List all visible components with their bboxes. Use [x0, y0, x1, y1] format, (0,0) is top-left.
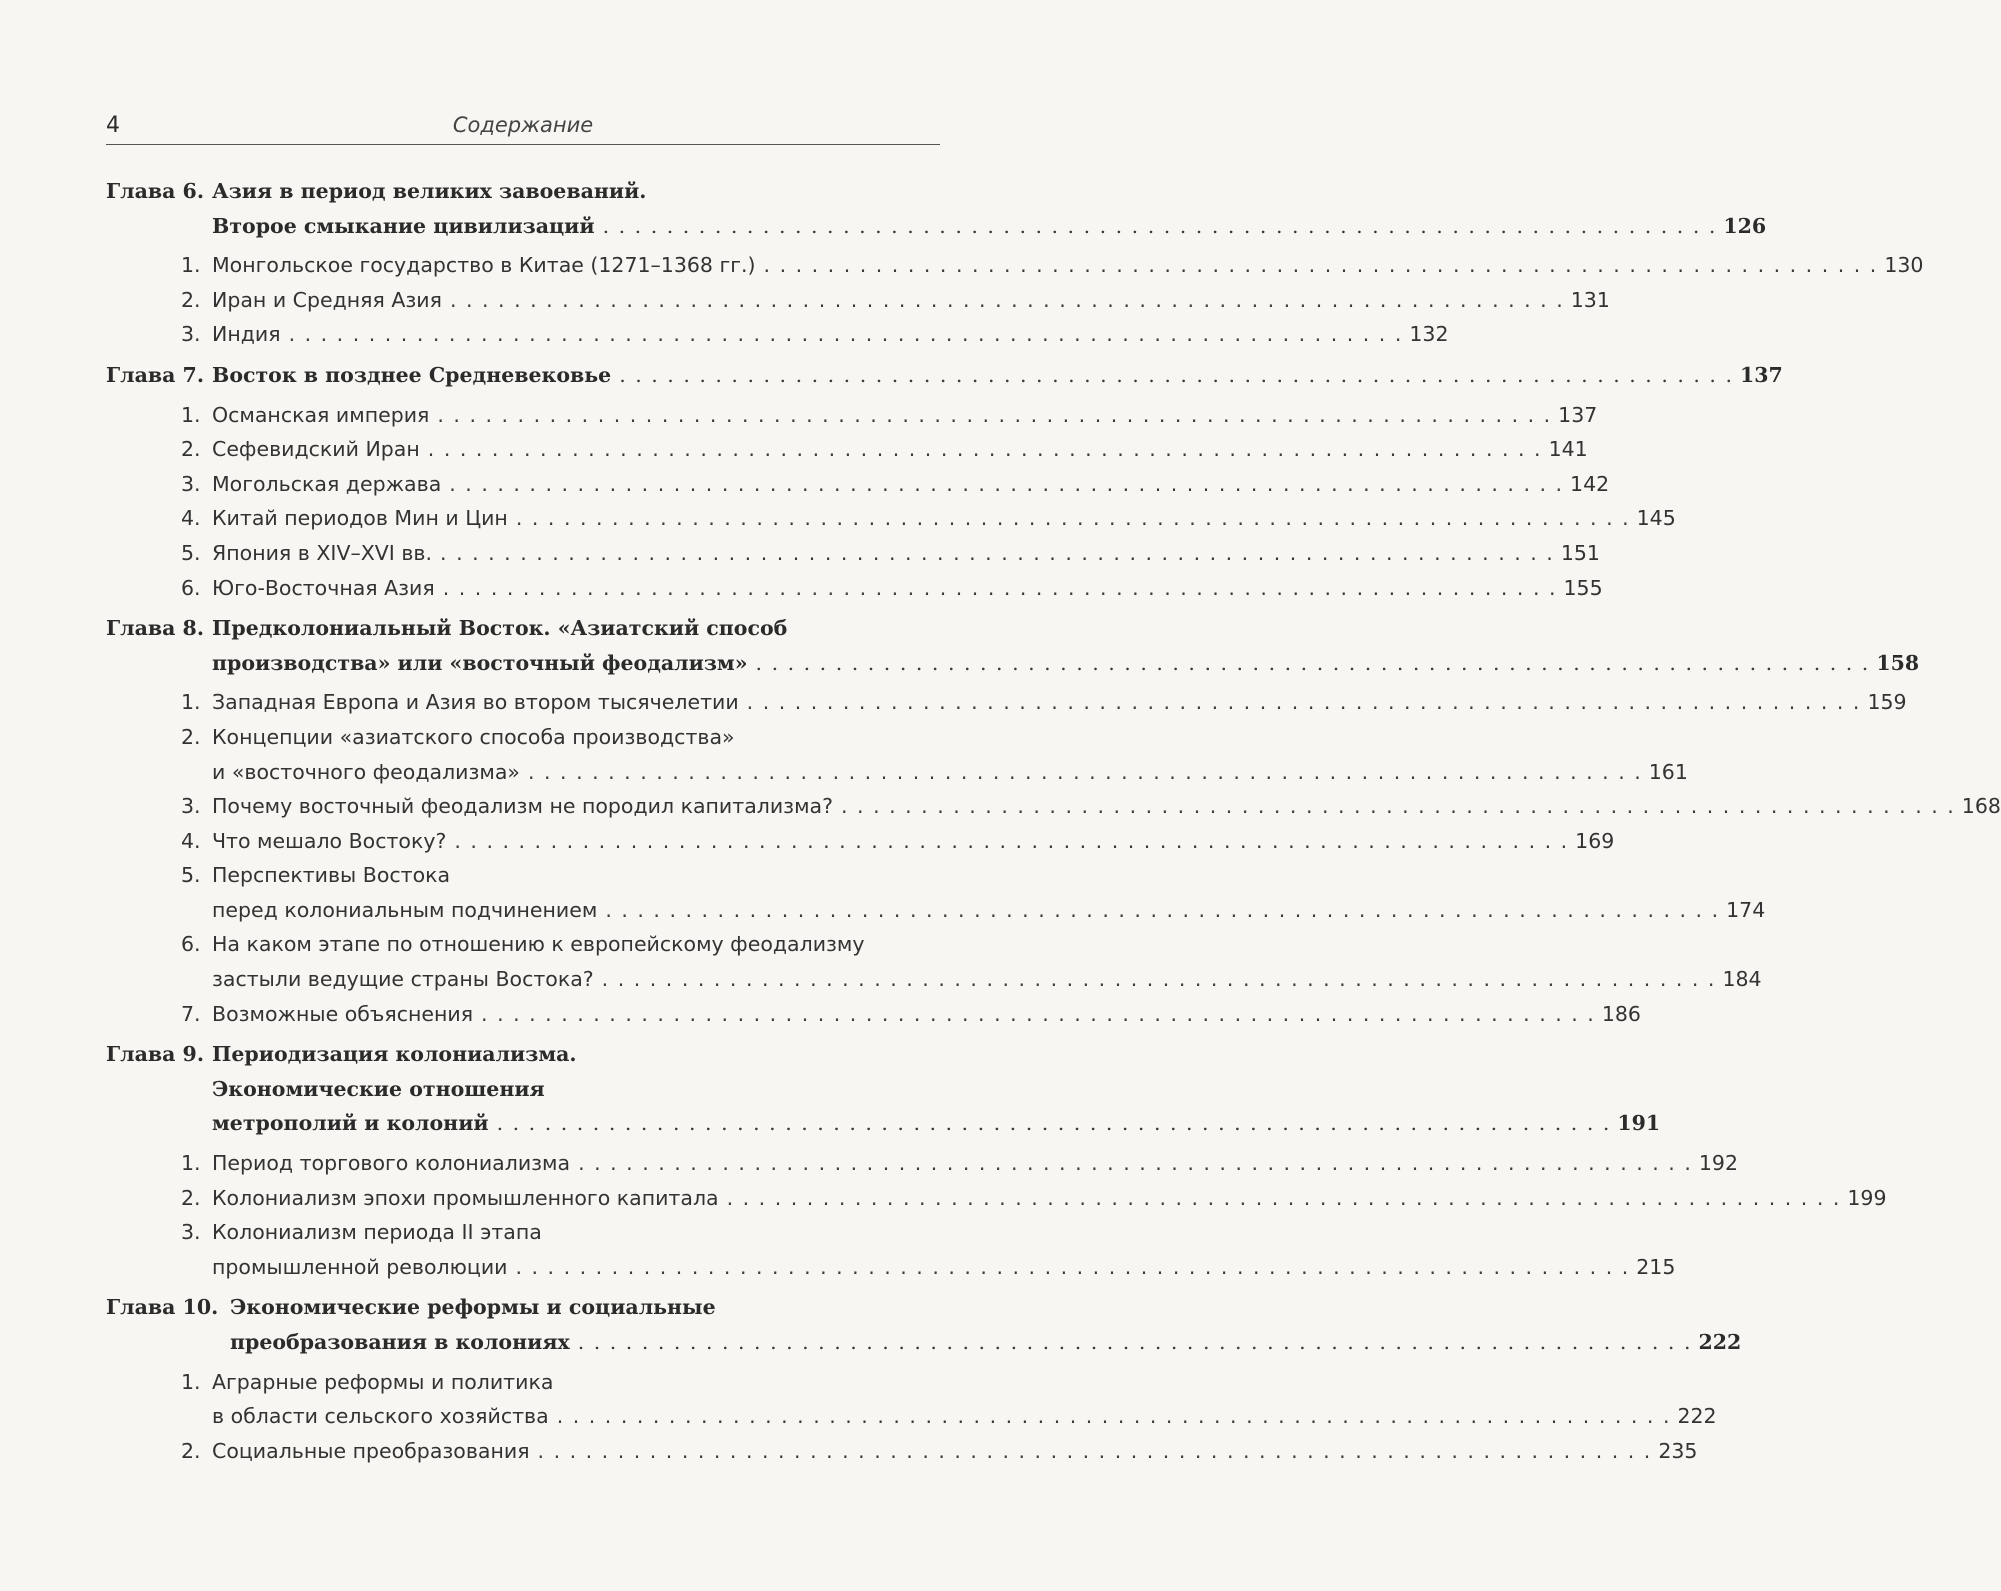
chapter-title: [212, 611, 1919, 680]
section-number: 3.: [181, 1220, 201, 1245]
chapter-label: Глава 10.: [106, 1295, 219, 1320]
section-title: [212, 824, 1614, 859]
toc-line: [212, 1215, 1675, 1250]
section-number: 7.: [181, 1001, 201, 1026]
page-ref: 130: [1884, 253, 1924, 278]
entry-text: Почему восточный феодализм не породил капитализма?: [212, 794, 833, 819]
section-title: [212, 317, 1449, 352]
table-of-contents: [106, 174, 2001, 1468]
page-ref: 126: [1723, 213, 1767, 238]
section-number: 4.: [181, 828, 201, 853]
section-entry: [181, 398, 1598, 433]
page-ref: 191: [1617, 1111, 1661, 1136]
page-ref: 186: [1601, 1001, 1641, 1026]
toc-line: [212, 893, 1765, 928]
section-number: 2.: [181, 437, 201, 462]
section-title: [212, 571, 1603, 606]
toc-line: [212, 685, 1907, 720]
entry-text: Сефевидский Иран: [212, 437, 420, 462]
entry-text: Могольская держава: [212, 471, 442, 496]
leader-dots: [428, 432, 1541, 467]
entry-text: метрополий и колоний: [212, 1111, 489, 1136]
chapter-heading: [106, 1290, 1742, 1359]
toc-line: [212, 646, 1919, 681]
entry-text: Колониализм эпохи промышленного капитала: [212, 1185, 719, 1210]
section-entry: [181, 858, 1766, 927]
section-title: [212, 685, 1907, 720]
chapter-title: [212, 358, 1783, 393]
entry-text: Восток в позднее Средневековье: [212, 362, 612, 387]
toc-line: [212, 1106, 1660, 1141]
entry-text: преобразования в колониях: [230, 1330, 570, 1354]
page-ref: 145: [1636, 506, 1676, 531]
section-title: [212, 1181, 1887, 1216]
section-title: [212, 789, 2001, 824]
chapter-label: Глава 8.: [106, 616, 204, 641]
toc-line: [230, 1290, 1741, 1325]
page-ref: 131: [1570, 287, 1610, 312]
section-entry: [181, 467, 1610, 502]
section-entry: [181, 432, 1588, 467]
leader-dots: [605, 893, 1718, 928]
entry-text: Иран и Средняя Азия: [212, 287, 442, 312]
leader-dots: [450, 283, 1563, 318]
toc-line: [212, 1146, 1738, 1181]
toc-line: [212, 789, 2001, 824]
section-entry: [181, 927, 1762, 996]
chapter-entry: [106, 1290, 1742, 1359]
page-ref: 137: [1558, 402, 1598, 427]
entry-text: Концепции «азиатского способа производства»: [212, 724, 735, 749]
entry-text: Социальные преобразования: [212, 1438, 530, 1463]
toc-line: [212, 720, 1688, 755]
chapter-title: [230, 1290, 1741, 1359]
leader-dots: [578, 1146, 1691, 1181]
entry-text: Индия: [212, 322, 281, 347]
page-ref: 141: [1548, 437, 1588, 462]
toc-line: [212, 248, 1923, 283]
leader-dots: [454, 824, 1567, 859]
toc-line: [212, 1365, 1717, 1400]
chapter-heading: [106, 1037, 1661, 1141]
leader-dots: [619, 358, 1732, 393]
section-number: 1.: [181, 690, 201, 715]
entry-text: Азия в период великих завоеваний.: [212, 179, 647, 203]
page-ref: 199: [1847, 1185, 1887, 1210]
section-entry: [181, 317, 1449, 352]
toc-line: [212, 1072, 1660, 1107]
toc-line: [212, 1037, 1660, 1072]
page-ref: 215: [1636, 1254, 1676, 1279]
entry-text: Периодизация колониализма.: [212, 1042, 577, 1067]
page-ref: 158: [1876, 650, 1920, 675]
section-entry: [181, 283, 1610, 318]
section-number: 2.: [181, 287, 201, 312]
toc-line: [212, 1181, 1887, 1216]
section-list: [181, 248, 1924, 352]
entry-text: Период торгового колониализма: [212, 1151, 571, 1176]
entry-text: Предколониальный Восток. «Азиатский способ: [212, 616, 788, 641]
section-number: 2.: [181, 724, 201, 749]
entry-text: промышленной революции: [212, 1254, 508, 1279]
leader-dots: [747, 685, 1860, 720]
chapter-entry: [106, 1037, 1661, 1141]
chapter-heading: [106, 358, 1783, 393]
section-entry: [181, 824, 1615, 859]
leader-dots: [497, 1106, 1610, 1141]
leader-dots: [515, 1250, 1628, 1285]
section-entry: [181, 248, 1924, 283]
toc-line: [212, 927, 1762, 962]
leader-dots: [437, 398, 1550, 433]
toc-page: [106, 110, 2001, 1474]
entry-text: Колониализм периода II этапа: [212, 1220, 542, 1245]
toc-line: [212, 1250, 1675, 1285]
toc-line: [212, 467, 1609, 502]
section-title: [212, 501, 1676, 536]
toc-line: [212, 283, 1610, 318]
section-number: 3.: [181, 471, 201, 496]
toc-line: [212, 174, 1766, 209]
section-title: [212, 997, 1641, 1032]
entry-text: На каком этапе по отношению к европейскому феодализму: [212, 932, 865, 957]
page-ref: 137: [1739, 362, 1783, 387]
leader-dots: [538, 1434, 1651, 1469]
section-title: [212, 467, 1609, 502]
leader-dots: [602, 962, 1715, 997]
leader-dots: [727, 1181, 1840, 1216]
page-ref: 159: [1867, 690, 1907, 715]
section-number: 5.: [181, 540, 201, 565]
toc-line: [212, 432, 1588, 467]
leader-dots: [756, 646, 1869, 681]
section-list: [181, 1365, 1717, 1469]
page-ref: 132: [1409, 322, 1449, 347]
entry-text: застыли ведущие страны Востока?: [212, 967, 594, 992]
section-entry: [181, 1365, 1717, 1434]
chapter-title: [212, 1037, 1660, 1141]
leader-dots: [603, 209, 1716, 244]
leader-dots: [289, 317, 1402, 352]
page-ref: 168: [1961, 794, 2001, 819]
toc-line: [212, 536, 1600, 571]
chapter-label: Глава 7.: [106, 362, 204, 387]
section-number: 1.: [181, 402, 201, 427]
chapter-heading: [106, 611, 1920, 680]
running-title: Содержание: [452, 113, 594, 137]
section-title: [212, 1146, 1738, 1181]
section-number: 3.: [181, 322, 201, 347]
page-ref: 184: [1722, 967, 1762, 992]
section-entry: [181, 1181, 1887, 1216]
toc-line: [212, 611, 1919, 646]
section-entry: [181, 571, 1603, 606]
section-title: [212, 283, 1610, 318]
section-number: 6.: [181, 575, 201, 600]
toc-line: [212, 1434, 1697, 1469]
section-list: [181, 1146, 1887, 1284]
toc-line: [212, 501, 1676, 536]
section-entry: [181, 1146, 1738, 1181]
leader-dots: [578, 1325, 1691, 1360]
page-ref: 155: [1563, 575, 1603, 600]
section-entry: [181, 536, 1600, 571]
leader-dots: [449, 467, 1562, 502]
section-title: [212, 1215, 1675, 1284]
section-title: [212, 858, 1765, 927]
section-title: [212, 398, 1597, 433]
section-number: 1.: [181, 1151, 201, 1176]
entry-text: Перспективы Востока: [212, 863, 451, 888]
chapter-entry: [106, 611, 1920, 680]
page-ref: 169: [1575, 828, 1615, 853]
entry-text: Западная Европа и Азия во втором тысячелетии: [212, 690, 739, 715]
section-number: 2.: [181, 1438, 201, 1463]
page-number: 4: [106, 113, 120, 138]
section-entry: [181, 997, 1641, 1032]
section-number: 1.: [181, 253, 201, 278]
section-number: 4.: [181, 506, 201, 531]
toc-line: [212, 209, 1766, 244]
page-ref: 174: [1726, 897, 1766, 922]
leader-dots: [516, 501, 1629, 536]
leader-dots: [440, 536, 1553, 571]
toc-line: [212, 317, 1449, 352]
section-title: [212, 432, 1588, 467]
toc-line: [212, 398, 1597, 433]
page-header: [106, 110, 940, 145]
section-list: [181, 398, 1676, 606]
section-number: 2.: [181, 1185, 201, 1210]
leader-dots: [528, 755, 1641, 790]
entry-text: Япония в XIV–XVI вв.: [212, 540, 433, 565]
section-entry: [181, 501, 1676, 536]
section-number: 1.: [181, 1369, 201, 1394]
section-entry: [181, 789, 2001, 824]
toc-line: [212, 755, 1688, 790]
chapter-title: [212, 174, 1766, 243]
entry-text: и «восточного феодализма»: [212, 759, 520, 784]
section-entry: [181, 1434, 1698, 1469]
toc-line: [212, 358, 1783, 393]
chapter-label: Глава 6.: [106, 179, 204, 203]
toc-line: [212, 824, 1614, 859]
chapter-entry: [106, 174, 1767, 243]
section-title: [212, 536, 1600, 571]
section-title: [212, 720, 1688, 789]
section-number: 5.: [181, 863, 201, 888]
section-number: 6.: [181, 932, 201, 957]
entry-text: Османская империя: [212, 402, 430, 427]
chapter-entry: [106, 358, 1783, 393]
page-ref: 222: [1698, 1330, 1742, 1354]
section-number: 3.: [181, 794, 201, 819]
entry-text: Монгольское государство в Китае (1271–1368 гг.): [212, 253, 756, 278]
entry-text: Юго-Восточная Азия: [212, 575, 435, 600]
page-ref: 151: [1560, 540, 1600, 565]
section-title: [212, 248, 1923, 283]
page-ref: 192: [1698, 1151, 1738, 1176]
section-title: [212, 927, 1762, 996]
leader-dots: [841, 789, 1954, 824]
toc-line: [212, 571, 1603, 606]
entry-text: Аграрные реформы и политика: [212, 1369, 554, 1394]
chapter-label: Глава 9.: [106, 1042, 204, 1067]
toc-line: [230, 1325, 1741, 1360]
page-ref: 142: [1570, 471, 1610, 496]
entry-text: в области сельского хозяйства: [212, 1404, 549, 1429]
leader-dots: [481, 997, 1594, 1032]
entry-text: Экономические реформы и социальные: [230, 1295, 716, 1320]
leader-dots: [443, 571, 1556, 606]
toc-line: [212, 962, 1762, 997]
entry-text: Экономические отношения: [212, 1076, 545, 1101]
entry-text: Второе смыкание цивилизаций: [212, 213, 595, 238]
entry-text: перед колониальным подчинением: [212, 897, 598, 922]
toc-line: [212, 997, 1641, 1032]
entry-text: Возможные объяснения: [212, 1001, 474, 1026]
section-title: [212, 1434, 1697, 1469]
entry-text: производства» или «восточный феодализм»: [212, 650, 748, 675]
chapter-heading: [106, 174, 1767, 243]
page-ref: 161: [1648, 759, 1688, 784]
leader-dots: [764, 248, 1877, 283]
entry-text: Китай периодов Мин и Цин: [212, 506, 508, 531]
page-ref: 222: [1677, 1404, 1717, 1429]
page-ref: 235: [1658, 1438, 1698, 1463]
leader-dots: [557, 1399, 1670, 1434]
section-list: [181, 685, 2001, 1031]
section-entry: [181, 685, 1907, 720]
entry-text: Что мешало Востоку?: [212, 828, 447, 853]
section-entry: [181, 1215, 1676, 1284]
section-entry: [181, 720, 1688, 789]
section-title: [212, 1365, 1717, 1434]
toc-line: [212, 858, 1765, 893]
toc-line: [212, 1399, 1717, 1434]
